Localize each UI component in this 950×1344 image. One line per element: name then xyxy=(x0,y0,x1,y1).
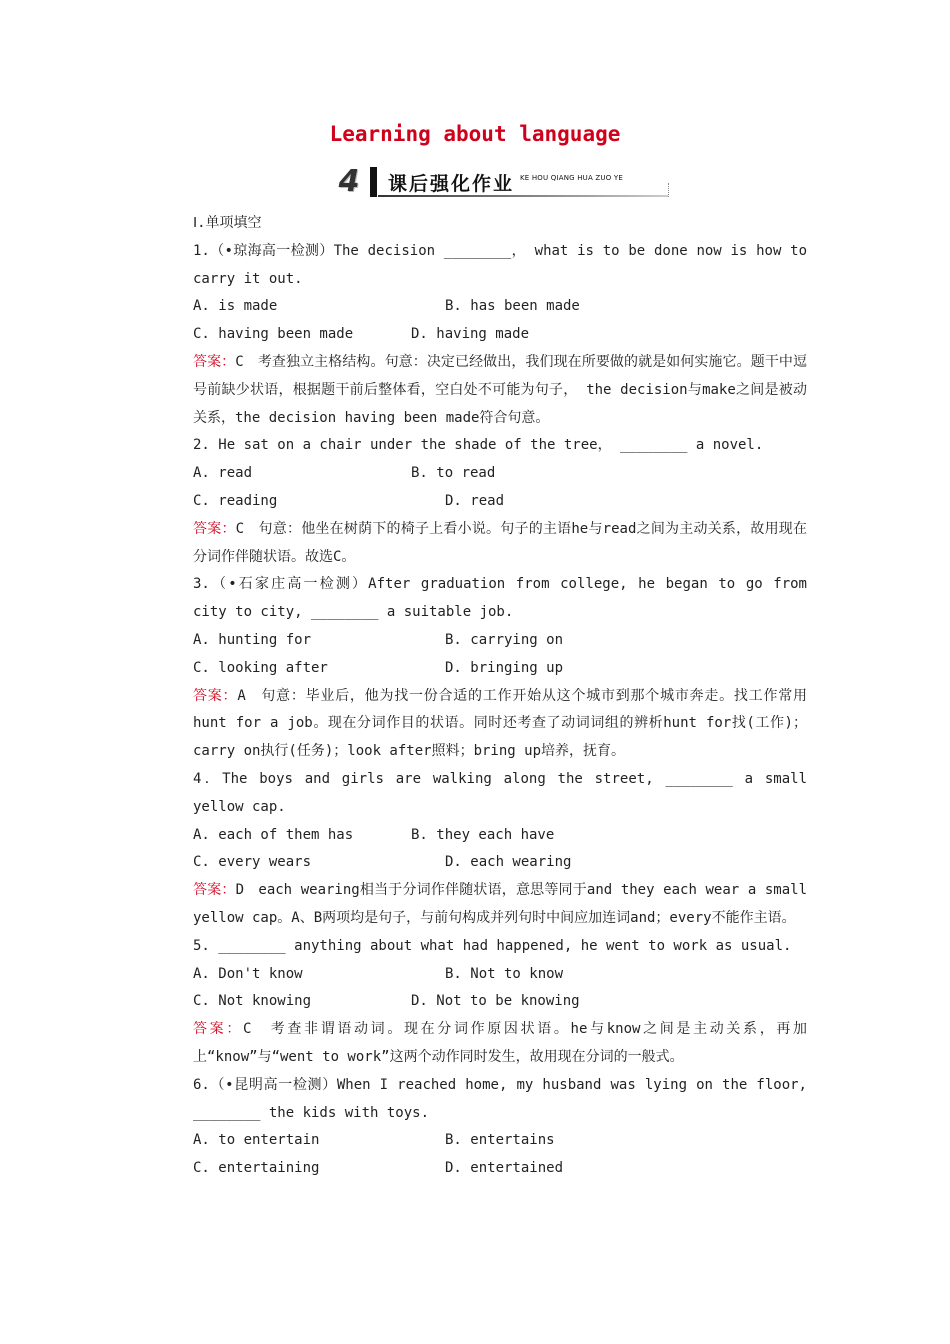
answer xyxy=(161,516,807,572)
option: C. having been made xyxy=(193,326,354,343)
option: A. read xyxy=(193,465,253,482)
answer xyxy=(161,877,807,933)
banner-label: 课后强化作业 xyxy=(388,173,515,195)
option: A. each of them has xyxy=(193,826,354,843)
option: A. is made xyxy=(193,298,278,315)
option: D. Not to be knowing xyxy=(411,993,580,1010)
option: D. each wearing xyxy=(445,854,572,871)
option-row xyxy=(161,961,807,989)
option: B. they each have xyxy=(411,826,555,843)
banner-underline xyxy=(378,195,668,197)
option: C. reading xyxy=(193,492,278,509)
section-banner xyxy=(330,165,680,199)
answer-label: 答案： xyxy=(193,882,236,899)
option: A. Don't know xyxy=(193,965,303,982)
option: C. looking after xyxy=(193,659,328,676)
option-row xyxy=(161,321,807,349)
option: B. to read xyxy=(411,465,496,482)
option: C. entertaining xyxy=(193,1160,320,1177)
question-stem: 3.（•石家庄高一检测）After graduation from college, he began to go from city to city, ________ a suitable job. xyxy=(193,576,807,621)
question-stem: 2. He sat on a chair under the shade of the tree， ________ a novel. xyxy=(193,437,764,454)
option: B. entertains xyxy=(445,1132,555,1149)
banner-bar xyxy=(370,167,377,197)
option-row xyxy=(161,822,807,850)
option-row xyxy=(161,988,807,1016)
question-stem: 6.（•昆明高一检测）When I reached home, my husband was lying on the floor, ________ the kids with toys. xyxy=(193,1076,807,1121)
option-row xyxy=(161,1155,807,1183)
option: D. entertained xyxy=(445,1160,564,1177)
question-stem: 5. ________ anything about what had happened, he went to work as usual. xyxy=(193,937,792,954)
answer xyxy=(161,1016,807,1072)
answer-text: A 句意：毕业后，他为找一份合适的工作开始从这个城市到那个城市奔走。找工作常用hunt for a job。现在分词作目的状语。同时还考查了动词词组的辨析hunt for找(工作)；carry on执行(任务)；look after照料；bring up培养，抚育。 xyxy=(193,687,807,760)
answer xyxy=(161,683,807,766)
exercise-content xyxy=(161,210,807,1183)
answer-text: C 考查非谓语动词。现在分词作原因状语。he与know之间是主动关系，再加上“know”与“went to work”这两个动作同时发生，故用现在分词的一般式。 xyxy=(193,1021,808,1065)
page-title: Learning about language xyxy=(329,122,621,146)
answer-label: 答案： xyxy=(193,520,236,537)
option: A. to entertain xyxy=(193,1132,320,1149)
option-row xyxy=(161,293,807,321)
option: C. every wears xyxy=(193,854,312,871)
option: A. hunting for xyxy=(193,631,312,648)
answer-text: D each wearing相当于分词作伴随状语，意思等同于and they each wear a small yellow cap。A、B两项均是句子，与前句构成并列句时中间应加连词and；every不能作主语。 xyxy=(193,882,808,926)
banner-number: 4 xyxy=(338,164,360,199)
option: C. Not knowing xyxy=(193,993,312,1010)
option: D. having made xyxy=(411,326,530,343)
option: D. read xyxy=(445,492,505,509)
answer-text: C 句意：他坐在树荫下的椅子上看小说。句子的主语he与read之间为主动关系，故用现在分词作伴随状语。故选C。 xyxy=(193,520,808,565)
option: B. Not to know xyxy=(445,965,564,982)
banner-subtitle: KE HOU QIANG HUA ZUO YE xyxy=(520,174,623,182)
option-row xyxy=(161,460,807,488)
option-row xyxy=(161,1127,807,1155)
answer-label: 答案： xyxy=(193,687,238,704)
option: B. carrying on xyxy=(445,631,564,648)
option-row xyxy=(161,655,807,683)
question-stem: 1.（•琼海高一检测）The decision ________， what is to be done now is how to carry it out. xyxy=(193,242,807,287)
answer-label: 答案： xyxy=(193,1021,243,1038)
question-stem: 4．The boys and girls are walking along the street, ________ a small yellow cap. xyxy=(193,770,807,815)
answer-text: C 考查独立主格结构。句意：决定已经做出，我们现在所要做的就是如何实施它。题干中逗号前缺少状语，根据题干前后整体看，空白处不可能为句子， the decision与make之间是被动关系，the decision having been made符合句意。 xyxy=(193,353,807,426)
answer-label: 答案： xyxy=(193,353,236,370)
option-row xyxy=(161,488,807,516)
option: B. has been made xyxy=(445,298,580,315)
option-row xyxy=(161,627,807,655)
banner-dots xyxy=(668,183,669,197)
option: D. bringing up xyxy=(445,659,564,676)
section-heading: Ⅰ.单项填空 xyxy=(193,215,262,231)
option-row xyxy=(161,849,807,877)
answer xyxy=(161,349,807,432)
